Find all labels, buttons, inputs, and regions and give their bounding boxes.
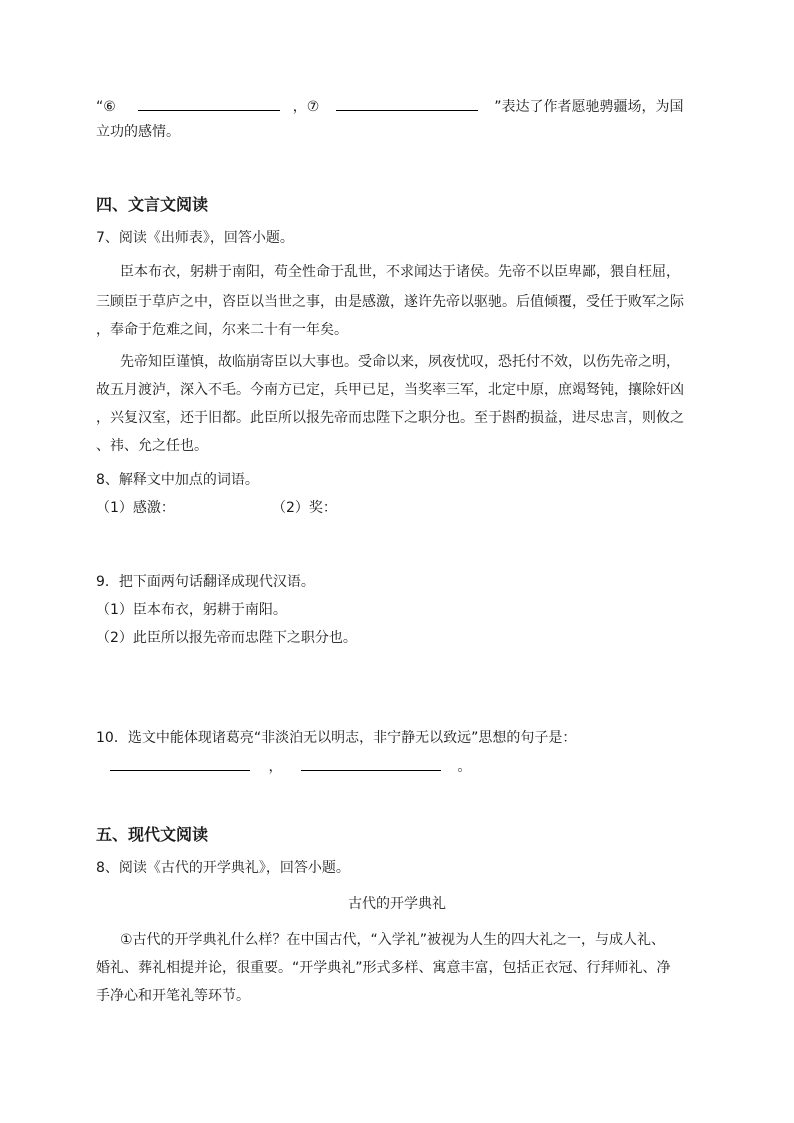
- section-heading-classical: 四、文言文阅读: [96, 195, 209, 214]
- answer-period: 。: [457, 759, 472, 775]
- passage-p1-line-3: ，奉命于危难之间，尔来二十有一年矣。: [96, 322, 348, 338]
- question-7: 7、阅读《出师表》，回答小题。: [96, 230, 294, 246]
- fill-blank-line: [96, 96, 683, 117]
- answer-blank-10b[interactable]: [301, 756, 441, 771]
- passage-p2-line-2: 故五月渡泸，深入不毛。今南方已定，兵甲已足，当奖率三军，北定中原，庶竭驽钝，攘除奸凶: [96, 382, 684, 398]
- fill-blank-line-continued: 立功的感情。: [96, 124, 180, 140]
- passage-p2-line-1: 先帝知臣谨慎，故临崩寄臣以大事也。受命以来，夙夜忧叹，恐托付不效，以伤先帝之明，: [120, 354, 680, 370]
- question-8: 8、解释文中加点的词语。: [96, 472, 259, 488]
- question-9-sub-1: （1）臣本布衣，躬耕于南阳。: [96, 602, 287, 618]
- passage-p1-line-2: 三顾臣于草庐之中，咨臣以当世之事，由是感激，遂许先帝以驱驰。后值倾覆，受任于败军之际: [96, 294, 684, 310]
- article-title: 古代的开学典礼: [348, 896, 446, 912]
- question-9-sub-2: （2）此臣所以报先帝而忠陛下之职分也。: [96, 630, 357, 646]
- article-p1-line-2: 婚礼、葬礼相提并论，很重要。“开学典礼”形式多样、寓意丰富，包括正衣冠、行拜师礼、净: [96, 960, 671, 976]
- question-9: 9．把下面两句话翻译成现代汉语。: [96, 574, 315, 590]
- quote-close: ”表达了作者愿驰骋疆场，为国: [494, 99, 684, 115]
- comma-7: ，⑦: [292, 99, 320, 115]
- article-p1-line-3: 手净心和开笔礼等环节。: [96, 988, 250, 1004]
- question-10-answer-line: [110, 756, 471, 777]
- answer-blank-10a[interactable]: [110, 756, 250, 771]
- question-10: 10．选文中能体现诸葛亮“非淡泊无以明志，非宁静无以致远”思想的句子是：: [96, 730, 577, 746]
- passage-p1-line-1: 臣本布衣，躬耕于南阳，苟全性命于乱世，不求闻达于诸侯。先帝不以臣卑鄙，猥自枉屈，: [120, 264, 680, 280]
- passage-p2-line-3: ，兴复汉室，还于旧都。此臣所以报先帝而忠陛下之职分也。至于斟酌损益，进尽忠言，则攸之: [96, 410, 684, 426]
- passage-p2-line-4: 、祎、允之任也。: [96, 438, 208, 454]
- question-8-modern: 8、阅读《古代的开学典礼》，回答小题。: [96, 860, 350, 876]
- article-p1-line-1: ①古代的开学典礼什么样？在中国古代，“入学礼”被视为人生的四大礼之一，与成人礼、: [120, 932, 666, 948]
- answer-blank-6[interactable]: [138, 96, 280, 111]
- answer-comma: ，: [268, 759, 283, 775]
- answer-blank-7[interactable]: [336, 96, 478, 111]
- quote-open-6: “⑥: [96, 99, 116, 115]
- section-heading-modern: 五、现代文阅读: [96, 825, 209, 844]
- question-8-sub-2: （2）奖：: [272, 500, 337, 516]
- question-8-sub-1: （1）感激：: [96, 500, 175, 516]
